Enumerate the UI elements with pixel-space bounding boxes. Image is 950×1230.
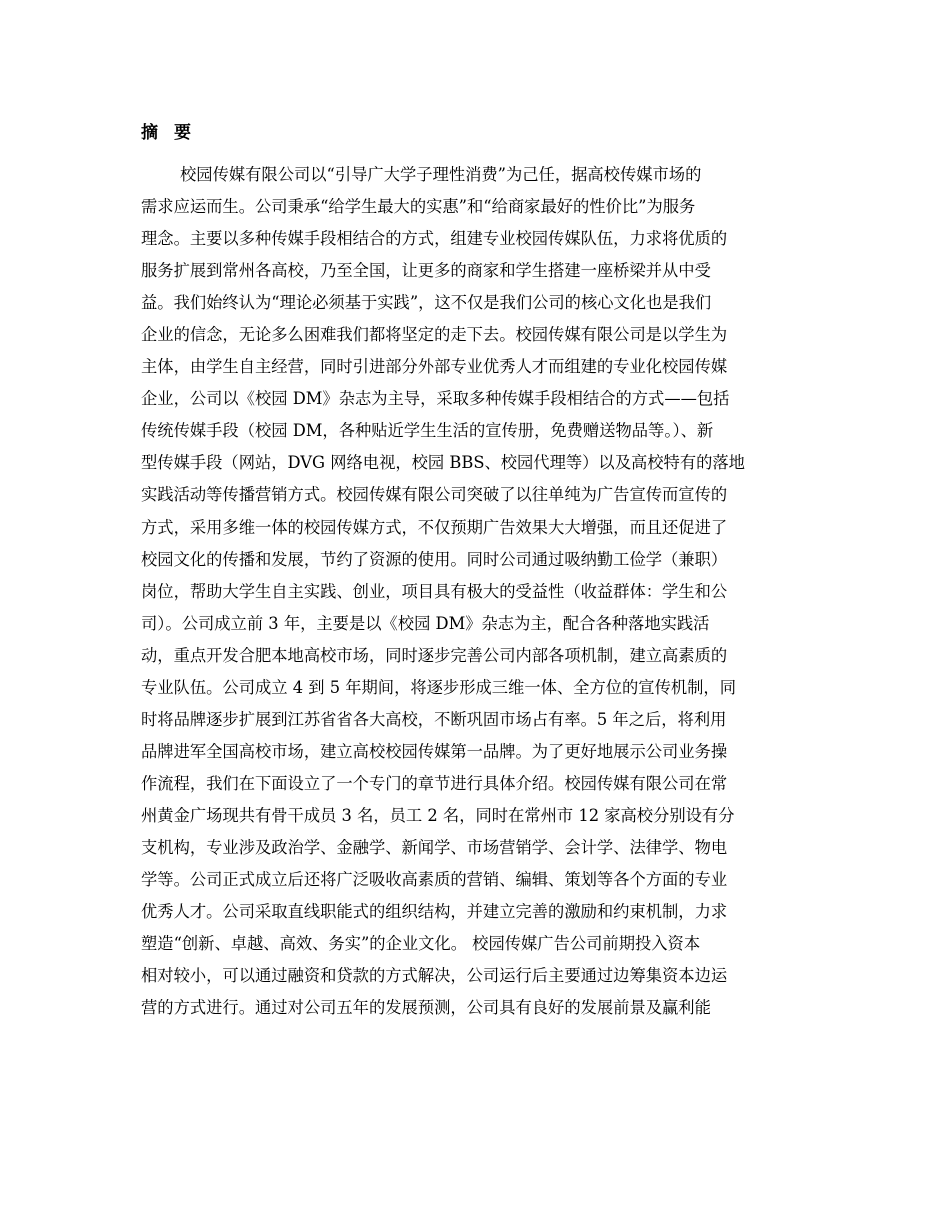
abstract-body [141, 159, 821, 1024]
text-line: 营的方式进行。通过对公司五年的发展预测，公司具有良好的发展前景及赢利能 [141, 998, 711, 1018]
text-line: 相对较小，可以通过融资和贷款的方式解决，公司运行后主要通过边筹集资本边运 [141, 966, 728, 986]
text-line: 企业，公司以《校园 DM》杂志为主导，采取多种传媒手段相结合的方式——包括 [141, 389, 730, 409]
text-line: 校园传媒有限公司以“引导广大学子理性消费”为己任，据高校传媒市场的 [180, 165, 702, 184]
text-line: 理念。主要以多种传媒手段相结合的方式，组建专业校园传媒队伍，力求将优质的 [141, 229, 728, 249]
text-line: 实践活动等传播营销方式。校园传媒有限公司突破了以往单纯为广告宣传而宣传的 [141, 485, 728, 505]
text-line: 主体，由学生自主经营，同时引进部分外部专业优秀人才而组建的专业化校园传媒 [141, 357, 728, 377]
text-line: 方式，采用多维一体的校园传媒方式，不仅预期广告效果大大增强，而且还促进了 [141, 517, 728, 537]
text-line: 校园文化的传播和发展，节约了资源的使用。同时公司通过吸纳勤工俭学（兼职） [141, 549, 728, 569]
text-line: 企业的信念，无论多么困难我们都将坚定的走下去。校园传媒有限公司是以学生为 [141, 325, 728, 345]
text-line: 州黄金广场现共有骨干成员 3 名，员工 2 名，同时在常州市 12 家高校分别设有分 [141, 805, 735, 825]
text-line: 司）。公司成立前 3 年，主要是以《校园 DM》杂志为主，配合各种落地实践活 [141, 613, 710, 633]
text-line: 型传媒手段（网站，DVG 网络电视，校园 BBS、校园代理等）以及高校特有的落地 [141, 453, 745, 473]
text-line: 岗位，帮助大学生自主实践、创业，项目具有极大的受益性（收益群体：学生和公 [141, 581, 728, 601]
text-line: 塑造“创新、卓越、高效、务实”的企业文化。 校园传媒广告公司前期投入资本 [141, 934, 701, 954]
text-line: 需求应运而生。公司秉承“给学生最大的实惠”和“给商家最好的性价比”为服务 [141, 197, 696, 217]
text-line: 专业队伍。公司成立 4 到 5 年期间，将逐步形成三维一体、全方位的宣传机制，同 [141, 677, 736, 697]
text-line: 时将品牌逐步扩展到江苏省省各大高校，不断巩固市场占有率。5 年之后，将利用 [141, 709, 727, 729]
text-line: 学等。公司正式成立后还将广泛吸收高素质的营销、编辑、策划等各个方面的专业 [141, 870, 728, 890]
text-line: 品牌进军全国高校市场，建立高校校园传媒第一品牌。为了更好地展示公司业务操 [141, 741, 728, 761]
text-line: 服务扩展到常州各高校，乃至全国，让更多的商家和学生搭建一座桥梁并从中受 [141, 261, 711, 281]
text-line: 动，重点开发合肥本地高校市场，同时逐步完善公司内部各项机制，建立高素质的 [141, 645, 728, 665]
text-line: 益。我们始终认为“理论必须基于实践”，这不仅是我们公司的核心文化也是我们 [141, 293, 712, 313]
text-line: 支机构，专业涉及政治学、金融学、新闻学、市场营销学、会计学、法律学、物电 [141, 837, 728, 857]
text-line: 作流程，我们在下面设立了一个专门的章节进行具体介绍。校园传媒有限公司在常 [141, 773, 728, 793]
text-line: 优秀人才。公司采取直线职能式的组织结构，并建立完善的激励和约束机制，力求 [141, 902, 728, 922]
text-line: 传统传媒手段（校园 DM，各种贴近学生生活的宣传册，免费赠送物品等。）、新 [141, 421, 714, 441]
abstract-heading: 摘要 [141, 123, 207, 143]
